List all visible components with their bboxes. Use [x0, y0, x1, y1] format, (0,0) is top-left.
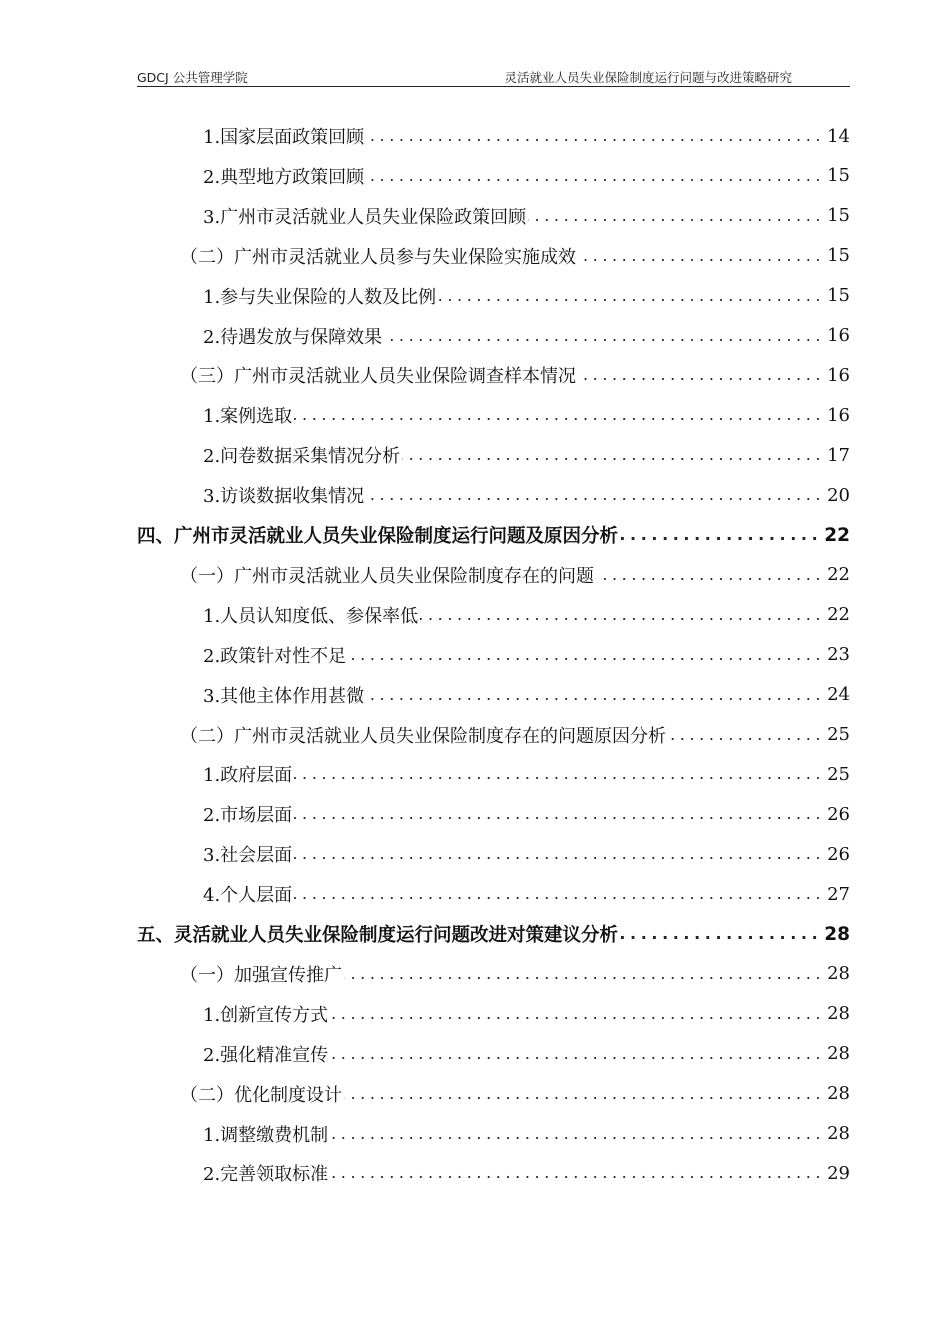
- toc-dot-leader: [344, 964, 825, 984]
- toc-entry-title: 1.人员认知度低、参保率低: [203, 605, 419, 627]
- toc-dot-leader: [366, 685, 825, 705]
- toc-entry-title: 五、灵活就业人员失业保险制度运行问题改进对策建议分析: [137, 925, 619, 946]
- toc-dot-leader: [420, 605, 825, 625]
- toc-entry-page-number: 28: [827, 1043, 850, 1065]
- toc-dot-leader: [294, 764, 825, 784]
- toc-entry[interactable]: [203, 475, 850, 515]
- toc-entry-title: 1.案例选取: [203, 406, 293, 428]
- toc-entry-title: （一）广州市灵活就业人员失业保险制度存在的问题: [180, 565, 594, 587]
- toc-entry-title: 四、广州市灵活就业人员失业保险制度运行问题及原因分析: [137, 526, 619, 547]
- toc-entry-page-number: 28: [824, 923, 850, 945]
- toc-entry-page-number: 28: [827, 1003, 850, 1025]
- toc-entry[interactable]: [137, 914, 850, 954]
- toc-entry-title: 2.强化精准宣传: [203, 1044, 329, 1066]
- toc-entry[interactable]: [203, 156, 850, 196]
- toc-entry-title: 1.政府层面: [203, 765, 293, 787]
- toc-dot-leader: [330, 1004, 825, 1024]
- toc-dot-leader: [294, 844, 825, 864]
- toc-entry[interactable]: [203, 435, 850, 475]
- toc-entry-title: 2.政策针对性不足: [203, 645, 347, 667]
- toc-entry[interactable]: [203, 1153, 850, 1193]
- toc-dot-leader: [578, 246, 825, 266]
- toc-entry-page-number: 25: [827, 763, 850, 785]
- toc-entry[interactable]: [203, 595, 850, 635]
- toc-entry[interactable]: [203, 635, 850, 675]
- toc-entry-page-number: 15: [827, 165, 850, 187]
- toc-entry[interactable]: [203, 874, 850, 914]
- toc-dot-leader: [294, 804, 825, 824]
- toc-entry-title: 2.问卷数据采集情况分析: [203, 446, 401, 468]
- toc-entry-title: 3.访谈数据收集情况: [203, 486, 365, 508]
- toc-dot-leader: [578, 365, 825, 385]
- toc-entry-page-number: 22: [827, 564, 850, 586]
- toc-entry-title: （二）优化制度设计: [180, 1084, 342, 1106]
- toc-entry-title: 1.创新宣传方式: [203, 1004, 329, 1026]
- toc-entry[interactable]: [180, 236, 850, 276]
- header-institution: GDCJ 公共管理学院: [137, 70, 248, 85]
- toc-entry[interactable]: [180, 1074, 850, 1114]
- toc-entry-page-number: 24: [827, 684, 850, 706]
- toc-entry-title: 4.个人层面: [203, 885, 293, 907]
- toc-entry-page-number: 15: [827, 285, 850, 307]
- toc-entry-page-number: 23: [827, 644, 850, 666]
- toc-dot-leader: [596, 565, 825, 585]
- page-header: [137, 66, 850, 87]
- toc-entry-page-number: 29: [827, 1162, 850, 1184]
- toc-entry-title: （三）广州市灵活就业人员失业保险调查样本情况: [180, 366, 576, 388]
- toc-dot-leader: [402, 445, 825, 465]
- toc-entry-title: 2.完善领取标准: [203, 1164, 329, 1186]
- toc-entry-page-number: 26: [827, 803, 850, 825]
- toc-entry-page-number: 28: [827, 1123, 850, 1144]
- toc-entry-page-number: 26: [827, 843, 850, 865]
- toc-entry[interactable]: [180, 555, 850, 595]
- toc-dot-leader: [668, 725, 825, 745]
- toc-entry[interactable]: [203, 834, 850, 874]
- toc-dot-leader: [366, 485, 825, 505]
- toc-dot-leader: [330, 1124, 825, 1144]
- toc-entry-page-number: 27: [827, 883, 850, 905]
- toc-dot-leader: [366, 166, 825, 186]
- toc-entry[interactable]: [203, 794, 850, 834]
- toc-entry-page-number: 28: [827, 1083, 850, 1105]
- toc-dot-leader: [330, 1044, 825, 1064]
- toc-entry-title: 2.待遇发放与保障效果: [203, 326, 383, 348]
- toc-entry[interactable]: [203, 276, 850, 316]
- toc-entry[interactable]: [180, 355, 850, 395]
- toc-entry-page-number: 17: [827, 444, 850, 466]
- toc-entry-page-number: 22: [824, 524, 850, 546]
- toc-entry[interactable]: [180, 954, 850, 994]
- toc-entry-page-number: 16: [827, 325, 850, 346]
- toc-entry[interactable]: [203, 994, 850, 1034]
- toc-entry-title: 1.调整缴费机制: [203, 1124, 329, 1146]
- toc-entry-title: 2.市场层面: [203, 805, 293, 827]
- toc-entry-page-number: 15: [827, 245, 850, 267]
- toc-entry[interactable]: [203, 675, 850, 715]
- toc-entry-title: （二）广州市灵活就业人员参与失业保险实施成效: [180, 246, 576, 268]
- toc-entry-page-number: 22: [827, 604, 850, 626]
- toc-entry-title: （二）广州市灵活就业人员失业保险制度存在的问题原因分析: [180, 725, 666, 747]
- toc-dot-leader: [620, 525, 822, 545]
- toc-dot-leader: [528, 206, 825, 226]
- toc-entry[interactable]: [203, 1034, 850, 1074]
- toc-entry[interactable]: [203, 316, 850, 356]
- toc-dot-leader: [348, 645, 825, 665]
- toc-entry-title: 1.参与失业保险的人数及比例: [203, 286, 437, 308]
- toc-dot-leader: [294, 405, 825, 425]
- toc-entry-page-number: 16: [827, 364, 850, 386]
- toc-entry[interactable]: [137, 515, 850, 555]
- toc-entry-title: （一）加强宣传推广: [180, 964, 342, 986]
- toc-dot-leader: [620, 924, 822, 944]
- toc-entry[interactable]: [203, 395, 850, 435]
- toc-entry-page-number: 14: [827, 125, 850, 147]
- toc-dot-leader: [294, 884, 825, 904]
- toc-entry[interactable]: [203, 116, 850, 156]
- toc-dot-leader: [330, 1163, 825, 1183]
- toc-entry-page-number: 16: [827, 404, 850, 426]
- toc-dot-leader: [366, 126, 825, 146]
- toc-entry-title: 3.社会层面: [203, 845, 293, 867]
- toc-dot-leader: [344, 1084, 825, 1104]
- toc-entry-title: 2.典型地方政策回顾: [203, 166, 365, 188]
- toc-entry-title: 3.广州市灵活就业人员失业保险政策回顾: [203, 206, 527, 228]
- toc-entry-page-number: 20: [827, 484, 850, 506]
- toc-entry[interactable]: [203, 754, 850, 794]
- toc-entry-page-number: 28: [827, 963, 850, 985]
- toc-entry-title: 1.国家层面政策回顾: [203, 127, 365, 148]
- toc-dot-leader: [438, 286, 825, 306]
- toc-dot-leader: [384, 326, 825, 346]
- toc-entry-title: 3.其他主体作用甚微: [203, 685, 365, 707]
- toc-entry[interactable]: [180, 715, 850, 755]
- toc-entry-page-number: 25: [827, 724, 850, 745]
- header-document-title: 灵活就业人员失业保险制度运行问题与改进策略研究: [504, 70, 792, 85]
- toc-entry[interactable]: [203, 196, 850, 236]
- toc-entry-page-number: 15: [827, 205, 850, 227]
- toc-entry[interactable]: [203, 1114, 850, 1154]
